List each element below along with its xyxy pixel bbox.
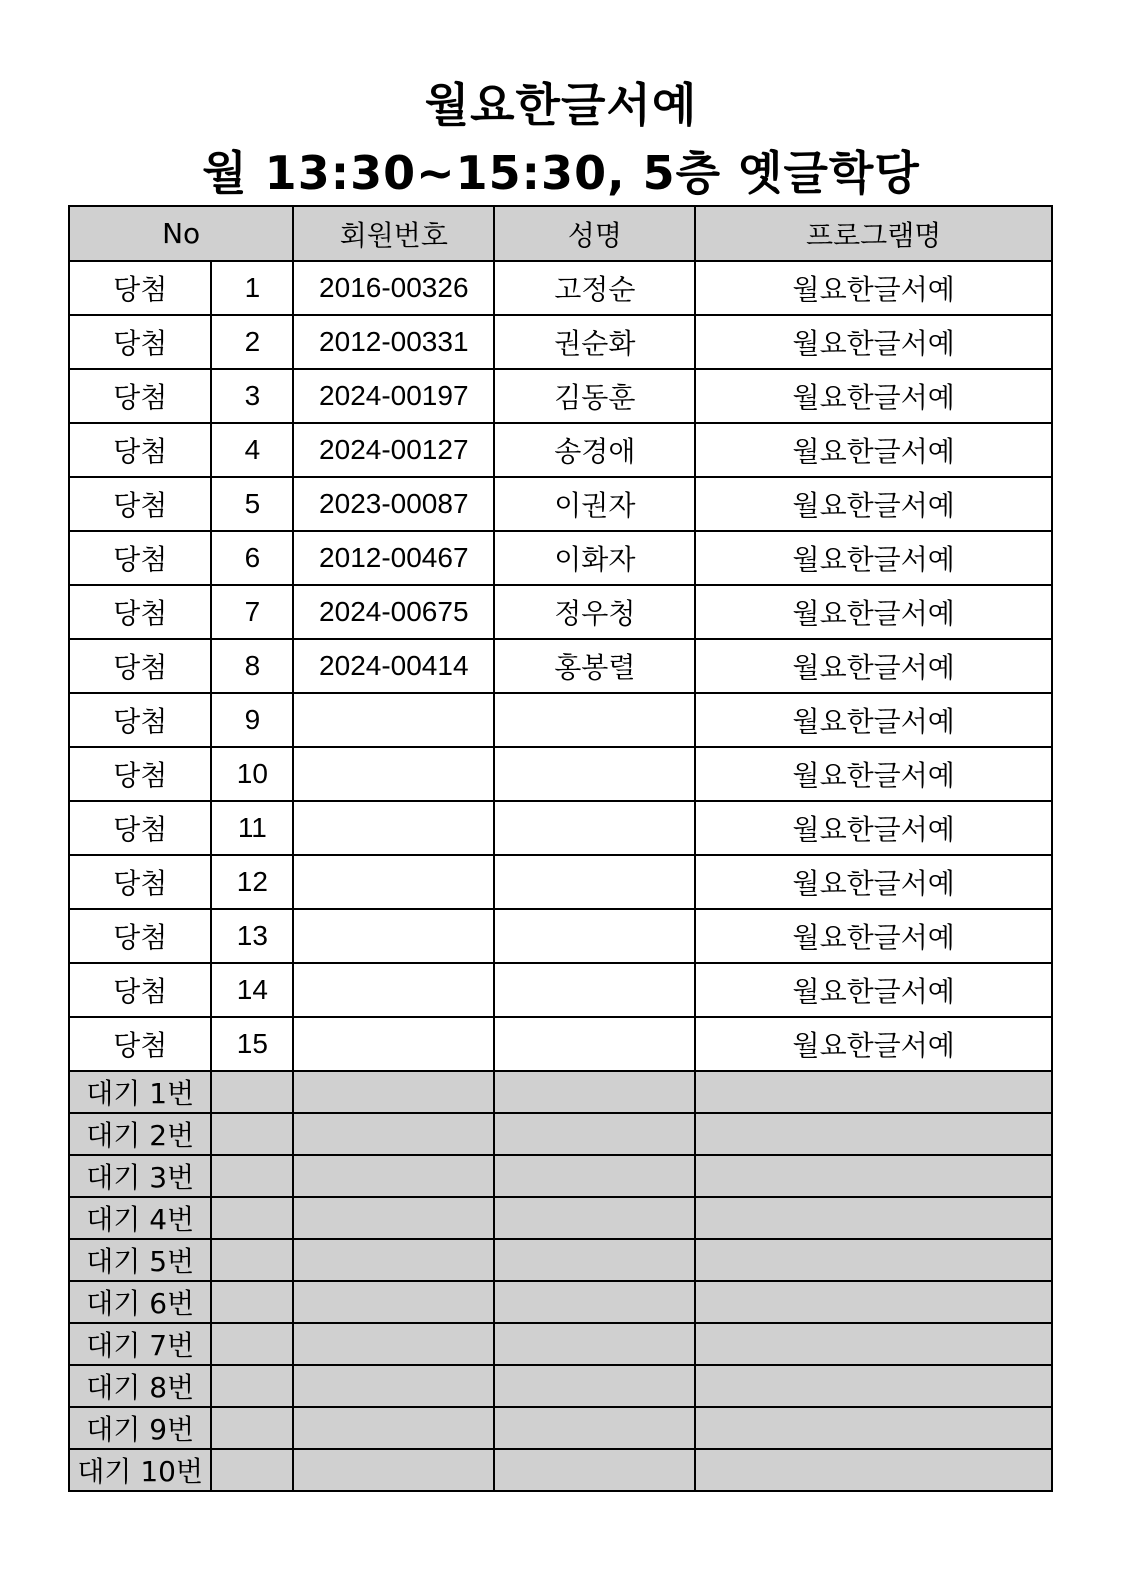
winner-program-cell: 월요한글서예 xyxy=(695,369,1052,423)
winner-no-cell: 6 xyxy=(211,531,293,585)
waitlist-empty-cell xyxy=(293,1407,494,1449)
waitlist-empty-cell xyxy=(211,1323,293,1365)
waitlist-empty-cell xyxy=(211,1197,293,1239)
waitlist-empty-cell xyxy=(211,1155,293,1197)
winner-status-cell: 당첨 xyxy=(69,909,211,963)
waitlist-empty-cell xyxy=(494,1407,695,1449)
winner-name-cell: 홍봉렬 xyxy=(494,639,695,693)
waitlist-empty-cell xyxy=(695,1239,1052,1281)
winner-program-cell: 월요한글서예 xyxy=(695,909,1052,963)
winner-row xyxy=(69,963,1052,1017)
winner-status-cell: 당첨 xyxy=(69,801,211,855)
winner-program-cell: 월요한글서예 xyxy=(695,1017,1052,1071)
winner-name-cell xyxy=(494,801,695,855)
winner-status-cell: 당첨 xyxy=(69,1017,211,1071)
winner-name-cell xyxy=(494,963,695,1017)
waitlist-empty-cell xyxy=(695,1113,1052,1155)
winner-row xyxy=(69,855,1052,909)
winner-program-cell: 월요한글서예 xyxy=(695,747,1052,801)
winner-no-cell: 14 xyxy=(211,963,293,1017)
page-subtitle: 월 13:30~15:30, 5층 옛글학당 xyxy=(202,146,920,200)
waitlist-empty-cell xyxy=(494,1449,695,1491)
page-title: 월요한글서예 xyxy=(424,78,698,132)
winner-program-cell: 월요한글서예 xyxy=(695,315,1052,369)
winner-name-cell: 권순화 xyxy=(494,315,695,369)
winner-no-cell: 12 xyxy=(211,855,293,909)
waitlist-empty-cell xyxy=(293,1365,494,1407)
winner-row xyxy=(69,909,1052,963)
waitlist-empty-cell xyxy=(293,1197,494,1239)
winner-name-cell: 김동훈 xyxy=(494,369,695,423)
winner-member-id-cell xyxy=(293,693,494,747)
winner-row xyxy=(69,423,1052,477)
waitlist-empty-cell xyxy=(211,1407,293,1449)
waitlist-row xyxy=(69,1071,1052,1113)
waitlist-empty-cell xyxy=(494,1365,695,1407)
header-program: 프로그램명 xyxy=(695,206,1052,261)
winner-row xyxy=(69,639,1052,693)
waitlist-empty-cell xyxy=(211,1239,293,1281)
waitlist-empty-cell xyxy=(695,1071,1052,1113)
winner-no-cell: 2 xyxy=(211,315,293,369)
winner-row xyxy=(69,477,1052,531)
winner-no-cell: 5 xyxy=(211,477,293,531)
winner-member-id-cell xyxy=(293,1017,494,1071)
winner-no-cell: 9 xyxy=(211,693,293,747)
waitlist-row xyxy=(69,1407,1052,1449)
winner-row xyxy=(69,261,1052,315)
winner-program-cell: 월요한글서예 xyxy=(695,261,1052,315)
winner-member-id-cell xyxy=(293,963,494,1017)
roster-table xyxy=(68,205,1053,1492)
winner-name-cell: 송경애 xyxy=(494,423,695,477)
winner-name-cell xyxy=(494,1017,695,1071)
winner-no-cell: 1 xyxy=(211,261,293,315)
header-member-id: 회원번호 xyxy=(293,206,494,261)
winner-no-cell: 3 xyxy=(211,369,293,423)
waitlist-label-cell: 대기 6번 xyxy=(69,1281,211,1323)
waitlist-label-cell: 대기 5번 xyxy=(69,1239,211,1281)
winner-row xyxy=(69,585,1052,639)
winner-status-cell: 당첨 xyxy=(69,531,211,585)
waitlist-empty-cell xyxy=(293,1239,494,1281)
waitlist-empty-cell xyxy=(293,1113,494,1155)
winner-no-cell: 10 xyxy=(211,747,293,801)
header-name: 성명 xyxy=(494,206,695,261)
waitlist-label-cell: 대기 8번 xyxy=(69,1365,211,1407)
waitlist-row xyxy=(69,1323,1052,1365)
winner-status-cell: 당첨 xyxy=(69,963,211,1017)
winner-member-id-cell: 2012-00467 xyxy=(293,531,494,585)
winner-row xyxy=(69,693,1052,747)
waitlist-empty-cell xyxy=(494,1323,695,1365)
winner-name-cell: 정우청 xyxy=(494,585,695,639)
winner-no-cell: 13 xyxy=(211,909,293,963)
waitlist-empty-cell xyxy=(293,1449,494,1491)
winner-status-cell: 당첨 xyxy=(69,855,211,909)
waitlist-empty-cell xyxy=(211,1281,293,1323)
winner-program-cell: 월요한글서예 xyxy=(695,693,1052,747)
winner-member-id-cell: 2024-00675 xyxy=(293,585,494,639)
winner-row xyxy=(69,801,1052,855)
waitlist-row xyxy=(69,1281,1052,1323)
winner-program-cell: 월요한글서예 xyxy=(695,531,1052,585)
waitlist-empty-cell xyxy=(211,1071,293,1113)
waitlist-row xyxy=(69,1449,1052,1491)
winner-row xyxy=(69,1017,1052,1071)
waitlist-row xyxy=(69,1365,1052,1407)
winner-member-id-cell: 2024-00197 xyxy=(293,369,494,423)
waitlist-empty-cell xyxy=(211,1449,293,1491)
winner-member-id-cell xyxy=(293,909,494,963)
waitlist-empty-cell xyxy=(494,1113,695,1155)
winner-no-cell: 4 xyxy=(211,423,293,477)
winner-status-cell: 당첨 xyxy=(69,585,211,639)
winner-no-cell: 11 xyxy=(211,801,293,855)
waitlist-empty-cell xyxy=(293,1155,494,1197)
winner-name-cell: 이권자 xyxy=(494,477,695,531)
winner-no-cell: 8 xyxy=(211,639,293,693)
winner-status-cell: 당첨 xyxy=(69,693,211,747)
waitlist-empty-cell xyxy=(293,1071,494,1113)
waitlist-row xyxy=(69,1113,1052,1155)
table-header-row xyxy=(69,206,1052,261)
winner-program-cell: 월요한글서예 xyxy=(695,639,1052,693)
waitlist-empty-cell xyxy=(293,1281,494,1323)
winner-member-id-cell: 2023-00087 xyxy=(293,477,494,531)
waitlist-empty-cell xyxy=(695,1407,1052,1449)
winner-row xyxy=(69,315,1052,369)
waitlist-empty-cell xyxy=(695,1155,1052,1197)
winner-member-id-cell xyxy=(293,855,494,909)
winner-status-cell: 당첨 xyxy=(69,369,211,423)
winner-program-cell: 월요한글서예 xyxy=(695,855,1052,909)
waitlist-label-cell: 대기 4번 xyxy=(69,1197,211,1239)
waitlist-empty-cell xyxy=(211,1113,293,1155)
winner-status-cell: 당첨 xyxy=(69,747,211,801)
header-no: No xyxy=(69,206,293,261)
winner-member-id-cell xyxy=(293,747,494,801)
waitlist-row xyxy=(69,1239,1052,1281)
winner-status-cell: 당첨 xyxy=(69,315,211,369)
winner-member-id-cell xyxy=(293,801,494,855)
waitlist-label-cell: 대기 7번 xyxy=(69,1323,211,1365)
winner-program-cell: 월요한글서예 xyxy=(695,585,1052,639)
waitlist-empty-cell xyxy=(695,1197,1052,1239)
waitlist-empty-cell xyxy=(293,1323,494,1365)
winner-name-cell xyxy=(494,693,695,747)
waitlist-label-cell: 대기 9번 xyxy=(69,1407,211,1449)
winner-program-cell: 월요한글서예 xyxy=(695,423,1052,477)
winner-name-cell: 이화자 xyxy=(494,531,695,585)
waitlist-empty-cell xyxy=(494,1155,695,1197)
winner-member-id-cell: 2012-00331 xyxy=(293,315,494,369)
winner-name-cell xyxy=(494,855,695,909)
winner-status-cell: 당첨 xyxy=(69,423,211,477)
waitlist-empty-cell xyxy=(494,1197,695,1239)
winner-member-id-cell: 2024-00127 xyxy=(293,423,494,477)
winner-row xyxy=(69,747,1052,801)
winner-member-id-cell: 2024-00414 xyxy=(293,639,494,693)
winner-status-cell: 당첨 xyxy=(69,639,211,693)
waitlist-label-cell: 대기 2번 xyxy=(69,1113,211,1155)
waitlist-label-cell: 대기 10번 xyxy=(69,1449,211,1491)
waitlist-empty-cell xyxy=(494,1071,695,1113)
winner-status-cell: 당첨 xyxy=(69,477,211,531)
waitlist-empty-cell xyxy=(494,1239,695,1281)
winner-no-cell: 7 xyxy=(211,585,293,639)
winner-row xyxy=(69,531,1052,585)
waitlist-empty-cell xyxy=(695,1365,1052,1407)
winner-member-id-cell: 2016-00326 xyxy=(293,261,494,315)
winner-name-cell xyxy=(494,909,695,963)
winner-program-cell: 월요한글서예 xyxy=(695,801,1052,855)
waitlist-label-cell: 대기 1번 xyxy=(69,1071,211,1113)
waitlist-row xyxy=(69,1155,1052,1197)
waitlist-row xyxy=(69,1197,1052,1239)
waitlist-empty-cell xyxy=(695,1449,1052,1491)
waitlist-empty-cell xyxy=(211,1365,293,1407)
winner-program-cell: 월요한글서예 xyxy=(695,477,1052,531)
winner-no-cell: 15 xyxy=(211,1017,293,1071)
waitlist-label-cell: 대기 3번 xyxy=(69,1155,211,1197)
winner-status-cell: 당첨 xyxy=(69,261,211,315)
waitlist-empty-cell xyxy=(695,1323,1052,1365)
waitlist-empty-cell xyxy=(695,1281,1052,1323)
winner-row xyxy=(69,369,1052,423)
winner-program-cell: 월요한글서예 xyxy=(695,963,1052,1017)
waitlist-empty-cell xyxy=(494,1281,695,1323)
winner-name-cell xyxy=(494,747,695,801)
winner-name-cell: 고정순 xyxy=(494,261,695,315)
